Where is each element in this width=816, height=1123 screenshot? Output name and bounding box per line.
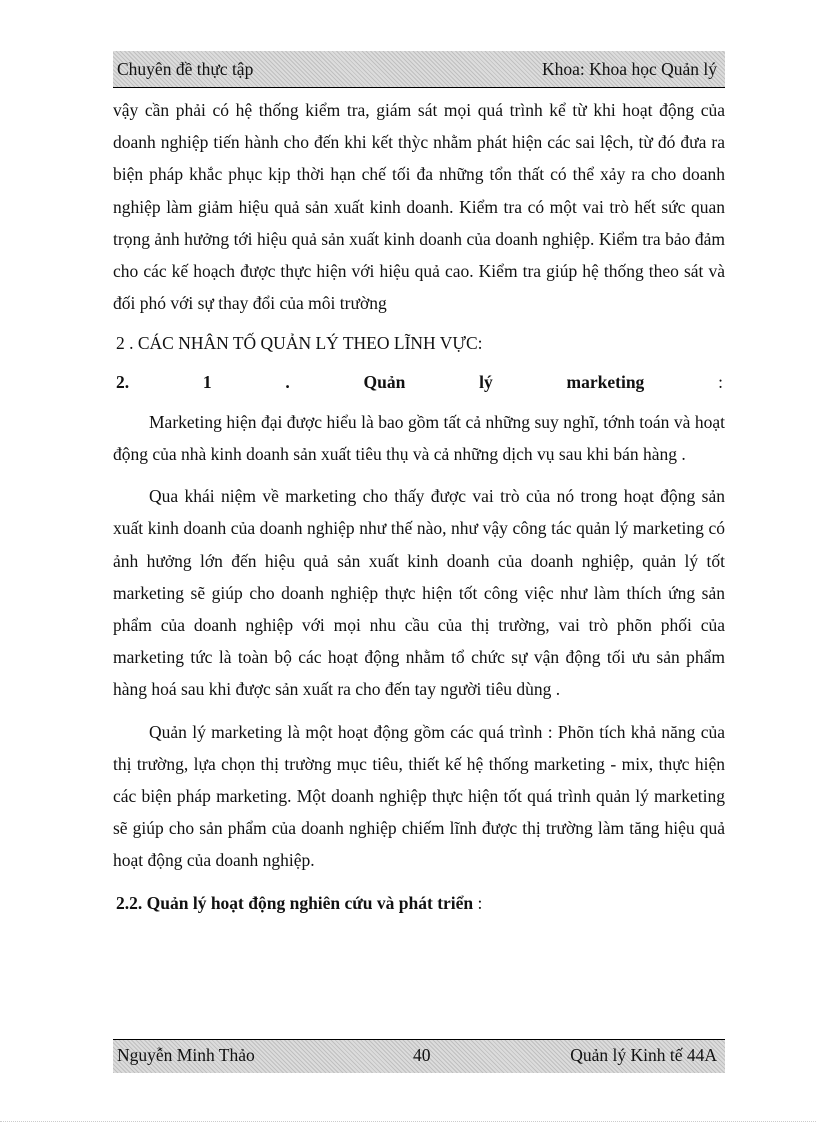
- document-body: [113, 94, 725, 919]
- page-footer: [113, 1040, 725, 1073]
- footer-class: Quản lý Kinh tế 44A: [570, 1045, 717, 1065]
- subsection-colon: :: [718, 371, 723, 392]
- subsection-word: Quản: [363, 371, 406, 392]
- footer-page-number: 40: [413, 1045, 431, 1065]
- subsection-number-part: 1: [202, 371, 212, 392]
- subsection-rnd-label: 2.2. Quản lý hoạt động nghiên cứu và phát triển: [116, 892, 474, 913]
- footer-author: Nguyễn Minh Thảo: [117, 1045, 255, 1065]
- paragraph-intro: vậy cần phải có hệ thống kiểm tra, giám sát mọi quá trình kể từ khi hoạt động của doanh nghiệp tiến hành cho đến khi kết thỳc nhằm phát hiện các sai lệch, từ đó đưa ra biện pháp khắc phục kịp thời hạn chế tối đa những tổn thất có thể xảy ra cho doanh nghiệp làm giảm hiệu quả sản xuất kinh doanh. Kiểm tra có một vai trò hết sức quan trọng ảnh hưởng tới hiệu quả sản xuất kinh doanh của doanh nghiệp. Kiểm tra bảo đảm cho các kế hoạch được thực hiện với hiệu quả cao. Kiểm tra giúp hệ thống theo sát và đối phó với sự thay đổi của môi trường: [113, 100, 725, 314]
- paragraph-marketing-definition: Marketing hiện đại được hiểu là bao gồm tất cả những suy nghĩ, tớnh toán và hoạt động của nhà kinh doanh sản xuất tiêu thụ và cả những dịch vụ sau khi bán hàng .: [113, 411, 725, 465]
- subsection-word: lý: [479, 371, 493, 392]
- paragraph-marketing-process: Quản lý marketing là một hoạt động gồm các quá trình : Phõn tích khả năng của thị trường, lựa chọn thị trường mục tiêu, thiết kế hệ thống marketing - mix, thực hiện các biện pháp marketing. Một doanh nghiệp thực hiện tốt quá trình quản lý marketing sẽ giúp cho sản phẩm của doanh nghiệp chiếm lĩnh được thị trường làm tăng hiệu quả hoạt động của doanh nghiệp.: [113, 721, 725, 871]
- subsection-number: 2.: [116, 371, 130, 392]
- section-title: 2 . CÁC NHÂN TỐ QUẢN LÝ THEO LĨNH VỰC:: [116, 333, 483, 354]
- page-edge-divider: [0, 1121, 816, 1122]
- subsection-rnd-colon: :: [473, 892, 483, 913]
- subsection-word: marketing: [566, 371, 645, 392]
- header-faculty: Khoa: Khoa học Quản lý: [542, 59, 717, 79]
- page-header: [113, 51, 725, 87]
- header-document-type: Chuyên đề thực tập: [117, 59, 254, 79]
- paragraph-marketing-role: Qua khái niệm về marketing cho thấy được vai trò của nó trong hoạt động sản xuất kinh doanh của doanh nghiệp như thế nào, như vậy công tác quản lý marketing có ảnh hưởng lớn đến hiệu quả sản xuất kinh doanh của doanh nghiệp, quản lý tốt marketing sẽ giúp cho doanh nghiệp thực hiện tốt công việc như làm thích ứng sản phẩm của doanh nghiệp với mọi nhu cầu của thị trường, vai trò phõn phối của marketing tức là toàn bộ các hoạt động nhằm tổ chức sự vận động tối ưu sản phẩm hàng hoá sau khi được sản xuất ra cho đến tay người tiêu dùng .: [113, 486, 725, 700]
- subsection-title-rnd: [116, 887, 725, 919]
- subsection-dot: .: [285, 371, 290, 392]
- subsection-title-marketing: [116, 366, 723, 398]
